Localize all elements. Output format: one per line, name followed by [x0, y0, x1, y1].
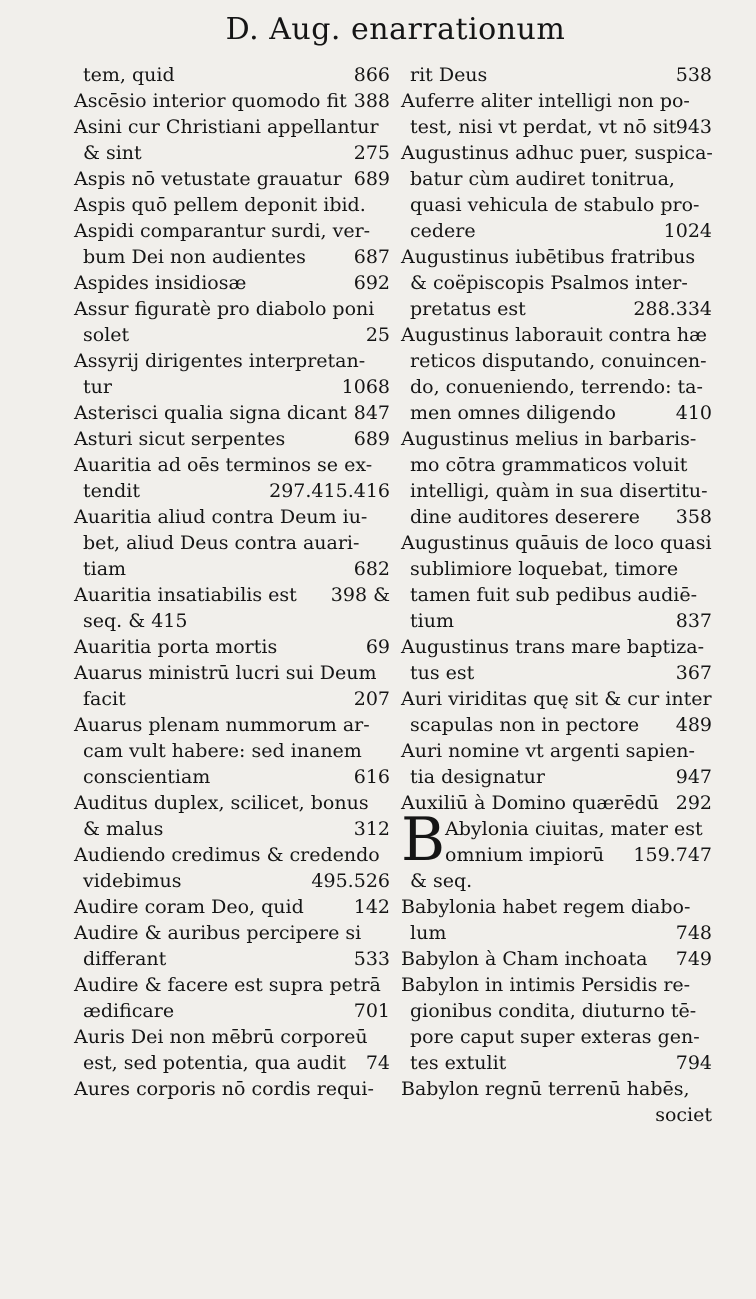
index-page-ref: 837: [675, 610, 712, 632]
index-line: [74, 816, 390, 842]
index-entry-text: bet, aliud Deus contra auari-: [83, 532, 360, 554]
index-line: [74, 764, 390, 790]
index-line: [74, 296, 390, 322]
index-entry-text: do, conueniendo, terrendo: ta-: [410, 376, 703, 398]
index-entry-text: & malus: [83, 818, 164, 840]
index-entry-text: rit Deus: [410, 64, 488, 86]
index-line: [74, 712, 390, 738]
index-line: [401, 556, 712, 582]
index-page-ref: 748: [675, 922, 712, 944]
index-line: [74, 556, 390, 582]
index-line: [401, 270, 712, 296]
index-entry-text: Auxiliū à Domino quærēdū: [401, 792, 660, 814]
index-page-ref: 1068: [341, 376, 390, 398]
index-line: [74, 270, 390, 296]
index-line: [401, 998, 712, 1024]
index-page-ref: 943: [675, 116, 712, 138]
index-line: [401, 478, 712, 504]
index-page-ref: 947: [675, 766, 712, 788]
index-entry-text: Babylon à Cham inchoata: [401, 948, 648, 970]
index-page-ref: 297.415.416: [269, 480, 390, 502]
index-column-right: [401, 62, 712, 1128]
index-page-ref: 616: [353, 766, 390, 788]
index-entry-text: ædificare: [83, 1000, 175, 1022]
index-entry-text: reticos disputando, conuincen-: [410, 350, 707, 372]
index-line: [74, 88, 390, 114]
index-entry-text: Augustinus melius in barbaris-: [401, 428, 697, 450]
index-entry-text: Auaritia porta mortis: [74, 636, 278, 658]
index-line: [401, 140, 712, 166]
index-entry-text: lum: [410, 922, 447, 944]
index-page-ref: 794: [675, 1052, 712, 1074]
index-page-ref: 495.526: [311, 870, 390, 892]
index-entry-text: Auarus plenam nummorum ar-: [74, 714, 370, 736]
index-page-ref: 388: [353, 90, 390, 112]
index-page-ref: 74: [365, 1052, 390, 1074]
index-line: [74, 114, 390, 140]
index-line: [74, 582, 390, 608]
index-entry-text: Auris Dei non mēbrū corporeū: [74, 1026, 368, 1048]
index-entry-text: & seq.: [410, 870, 473, 892]
index-line: [401, 738, 712, 764]
index-page-ref: 398 &: [330, 584, 390, 606]
index-line: [401, 972, 712, 998]
index-page-ref: 69: [365, 636, 390, 658]
index-entry-text: Auaritia insatiabilis est: [74, 584, 297, 606]
index-entry-text: tamen fuit sub pedibus audiē-: [410, 584, 698, 606]
index-page-ref: 749: [675, 948, 712, 970]
index-entry-text: tium: [410, 610, 454, 632]
index-page-ref: 292: [675, 792, 712, 814]
babylon-entry-line2: omnium impiorū: [445, 844, 605, 866]
index-line: [74, 894, 390, 920]
index-line: [74, 738, 390, 764]
index-line: [74, 868, 390, 894]
babylon-entry: [401, 805, 712, 875]
index-line: [74, 504, 390, 530]
index-entry-text: Asini cur Christiani appellantur: [74, 116, 379, 138]
index-line: [401, 1102, 712, 1128]
index-page-ref: 25: [365, 324, 390, 346]
index-line: [401, 218, 712, 244]
index-entry-text: men omnes diligendo: [410, 402, 616, 424]
index-line: [401, 920, 712, 946]
index-entry-text: Ascēsio interior quomodo fit: [74, 90, 347, 112]
index-entry-text: Aspides insidiosæ: [74, 272, 247, 294]
index-entry-text: tendit: [83, 480, 140, 502]
index-entry-text: quasi vehicula de stabulo pro-: [410, 194, 700, 216]
index-line: [74, 920, 390, 946]
index-entry-text: Augustinus laborauit contra hæ: [401, 324, 707, 346]
index-entries-b: [401, 868, 712, 1128]
index-line: [74, 686, 390, 712]
index-page-ref: 1024: [663, 220, 712, 242]
index-line: [74, 400, 390, 426]
index-entry-text: Babylon regnū terrenū habēs,: [401, 1078, 690, 1100]
index-entry-text: est, sed potentia, qua audit: [83, 1052, 346, 1074]
index-line: [74, 192, 390, 218]
index-line: [401, 764, 712, 790]
index-entry-text: tia designatur: [410, 766, 545, 788]
index-line: [401, 582, 712, 608]
index-entry-text: Asterisci qualia signa dicant: [74, 402, 347, 424]
index-entry-text: Assur figuratè pro diabolo poni: [74, 298, 375, 320]
index-entry-text: tem, quid: [83, 64, 175, 86]
index-page-ref: 682: [353, 558, 390, 580]
index-line: [401, 88, 712, 114]
index-page-ref: 207: [353, 688, 390, 710]
index-page-ref: 312: [353, 818, 390, 840]
index-line: [74, 244, 390, 270]
index-line: [74, 608, 390, 634]
index-entry-text: seq. & 415: [83, 610, 188, 632]
index-page-ref: 410: [675, 402, 712, 424]
index-line: [74, 946, 390, 972]
index-entry-text: pretatus est: [410, 298, 526, 320]
index-line: [401, 634, 712, 660]
index-entry-text: cedere: [410, 220, 476, 242]
index-line: [74, 348, 390, 374]
index-entry-text: videbimus: [83, 870, 182, 892]
index-entry-text: Aspidi comparantur surdi, ver-: [74, 220, 371, 242]
index-line: [401, 946, 712, 972]
index-entry-text: Audiendo credimus & credendo: [74, 844, 380, 866]
index-line: [74, 452, 390, 478]
index-line: [401, 1076, 712, 1102]
index-entry-text: Audire coram Deo, quid: [74, 896, 304, 918]
index-entry-text: intelligi, quàm in sua disertitu-: [410, 480, 708, 502]
index-entry-text: Auri viriditas quę sit & cur inter: [401, 688, 712, 710]
index-entry-text: & coëpiscopis Psalmos inter-: [410, 272, 688, 294]
index-entry-text: sublimiore loquebat, timore: [410, 558, 679, 580]
index-entry-text: Auaritia ad oēs terminos se ex-: [74, 454, 373, 476]
index-entry-text: cam vult habere: sed inanem: [83, 740, 362, 762]
index-entry-text: Aspis quō pellem deponit ibid.: [74, 194, 366, 216]
index-entry-text: facit: [83, 688, 126, 710]
index-line: [401, 400, 712, 426]
index-page-ref: 701: [353, 1000, 390, 1022]
index-line: [74, 1050, 390, 1076]
index-line: [401, 868, 712, 894]
index-page-ref: 689: [353, 428, 390, 450]
index-entry-text: Augustinus trans mare baptiza-: [401, 636, 704, 658]
index-line: [74, 998, 390, 1024]
index-entry-text: Assyrij dirigentes interpretan-: [74, 350, 366, 372]
index-entry-text: Augustinus quāuis de loco quasi: [401, 532, 712, 554]
index-line: [401, 322, 712, 348]
index-entry-text: Auri nomine vt argenti sapien-: [401, 740, 695, 762]
index-page-ref: 847: [353, 402, 390, 424]
index-line: [401, 192, 712, 218]
index-entry-text: gionibus condita, diuturno tē-: [410, 1000, 697, 1022]
running-head: D. Aug. enarrationum: [225, 12, 566, 47]
index-line: [401, 426, 712, 452]
index-line: [74, 1076, 390, 1102]
index-line: [401, 1050, 712, 1076]
index-line: [74, 166, 390, 192]
index-line: [74, 530, 390, 556]
index-entry-text: differant: [83, 948, 167, 970]
index-line: [401, 686, 712, 712]
index-page-ref: 489: [675, 714, 712, 736]
index-line: [401, 374, 712, 400]
index-line: [74, 842, 390, 868]
index-line: [401, 1024, 712, 1050]
index-page-ref: societ: [655, 1104, 712, 1126]
babylon-entry-line1: Abylonia ciuitas, mater est: [445, 818, 703, 840]
index-line: [401, 244, 712, 270]
index-entry-text: Augustinus adhuc puer, suspica-: [401, 142, 713, 164]
index-line: [74, 972, 390, 998]
index-line: [401, 790, 712, 816]
index-entry-text: Aspis nō vetustate grauatur: [74, 168, 342, 190]
index-entry-text: tiam: [83, 558, 127, 580]
index-line: [401, 660, 712, 686]
index-line: [401, 296, 712, 322]
index-entry-text: Auarus ministrū lucri sui Deum: [74, 662, 377, 684]
index-line: [74, 374, 390, 400]
index-entry-text: Babylonia habet regem diabo-: [401, 896, 691, 918]
index-line: [74, 790, 390, 816]
index-entry-text: tes extulit: [410, 1052, 507, 1074]
index-page-ref: 358: [675, 506, 712, 528]
index-line: [401, 712, 712, 738]
index-entry-text: Augustinus iubētibus fratribus: [401, 246, 696, 268]
index-entry-text: solet: [83, 324, 130, 346]
index-page-ref: 538: [675, 64, 712, 86]
index-line: [401, 608, 712, 634]
index-line: [74, 218, 390, 244]
index-line: [74, 1024, 390, 1050]
index-entry-text: tur: [83, 376, 112, 398]
index-entry-text: batur cùm audiret tonitrua,: [410, 168, 675, 190]
index-line: [401, 114, 712, 140]
index-entry-text: Audire & auribus percipere si: [74, 922, 362, 944]
index-entry-text: pore caput super exteras gen-: [410, 1026, 700, 1048]
index-page-ref: 866: [353, 64, 390, 86]
index-entry-text: Aures corporis nō cordis requi-: [74, 1078, 374, 1100]
index-entry-text: Auditus duplex, scilicet, bonus: [74, 792, 369, 814]
index-page-ref: 692: [353, 272, 390, 294]
index-line: [74, 426, 390, 452]
index-line: [401, 894, 712, 920]
index-page-ref: 275: [353, 142, 390, 164]
index-entry-text: tus est: [410, 662, 475, 684]
index-entry-text: scapulas non in pectore: [410, 714, 640, 736]
index-line: [401, 166, 712, 192]
babylon-entry-page-ref: 159.747: [633, 844, 712, 866]
index-line: [401, 62, 712, 88]
index-line: [74, 478, 390, 504]
index-page-ref: 367: [675, 662, 712, 684]
index-line: [74, 140, 390, 166]
index-page-ref: 288.334: [633, 298, 712, 320]
index-line: [74, 322, 390, 348]
index-page-ref: 533: [353, 948, 390, 970]
index-column-left: [74, 62, 390, 1102]
index-line: [401, 348, 712, 374]
index-page-ref: 689: [353, 168, 390, 190]
index-line: [74, 62, 390, 88]
index-entry-text: conscientiam: [83, 766, 211, 788]
index-page-ref: 687: [353, 246, 390, 268]
index-entry-text: Audire & facere est supra petrā: [74, 974, 381, 996]
index-line: [74, 660, 390, 686]
index-entries-a: [401, 62, 712, 816]
index-page-ref: 142: [353, 896, 390, 918]
index-entry-text: test, nisi vt perdat, vt nō sit: [410, 116, 677, 138]
index-line: [401, 452, 712, 478]
index-line: [401, 530, 712, 556]
drop-cap-initial: B: [401, 805, 446, 875]
index-entry-text: Babylon in intimis Persidis re-: [401, 974, 691, 996]
index-line: [74, 634, 390, 660]
index-entry-text: dine auditores deserere: [410, 506, 640, 528]
index-entry-text: mo cōtra grammaticos voluit: [410, 454, 688, 476]
index-entry-text: bum Dei non audientes: [83, 246, 306, 268]
index-entry-text: Auferre aliter intelligi non po-: [401, 90, 690, 112]
index-entry-text: & sint: [83, 142, 142, 164]
index-line: [401, 504, 712, 530]
index-entry-text: Auaritia aliud contra Deum iu-: [74, 506, 368, 528]
index-entry-text: Asturi sicut serpentes: [74, 428, 286, 450]
